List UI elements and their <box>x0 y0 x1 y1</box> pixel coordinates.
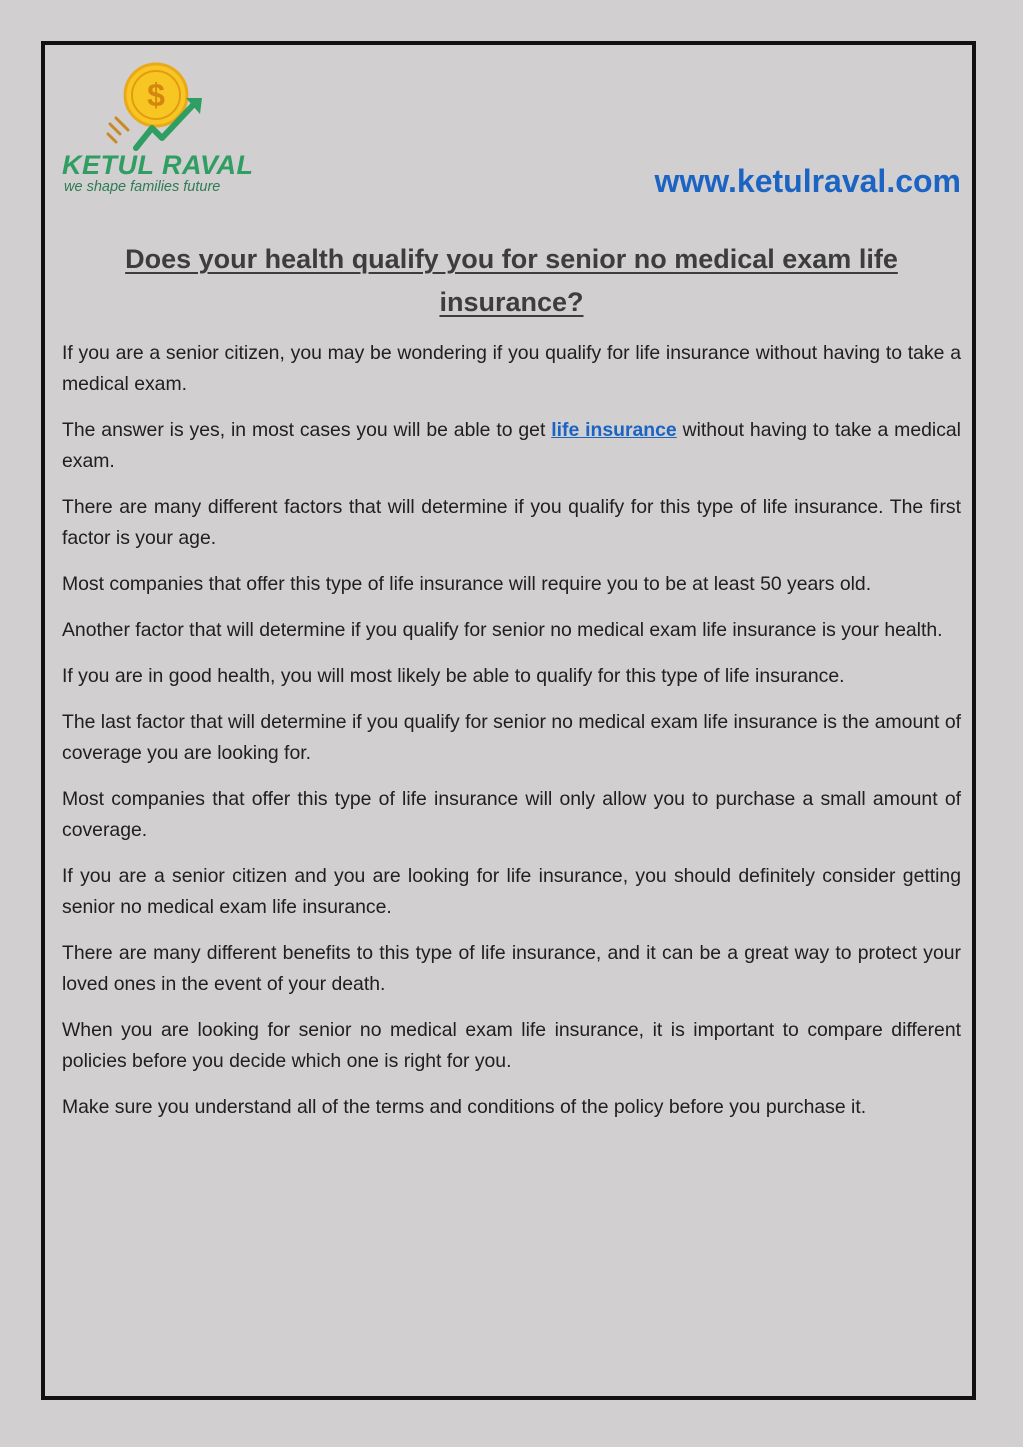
svg-text:$: $ <box>147 77 165 113</box>
paragraph: Most companies that offer this type of life insurance will require you to be at least 50 years old. <box>62 573 872 595</box>
paragraph: The last factor that will determine if you qualify for senior no medical exam life insurance is the amount of coverage you are looking for. <box>62 711 961 764</box>
article-title: Does your health qualify you for senior no medical exam life insurance? <box>125 244 898 317</box>
brand-logo <box>62 62 262 202</box>
paragraph: There are many different benefits to this type of life insurance, and it can be a great way to protect your loved ones in the event of your death. <box>62 942 961 995</box>
paragraph: If you are a senior citizen and you are looking for life insurance, you should definitely consider getting senior no medical exam life insurance. <box>62 865 961 918</box>
brand-tagline: we shape families future <box>64 179 221 195</box>
paragraph: Most companies that offer this type of life insurance will only allow you to purchase a small amount of coverage. <box>62 788 961 841</box>
paragraph: If you are in good health, you will most likely be able to qualify for this type of life insurance. <box>62 665 845 687</box>
paragraph: Make sure you understand all of the terms and conditions of the policy before you purchase it. <box>62 1096 867 1118</box>
paragraph: If you are a senior citizen, you may be wondering if you qualify for life insurance without having to take a medical exam. <box>62 342 961 395</box>
paragraph: There are many different factors that will determine if you qualify for this type of life insurance. The first factor is your age. <box>62 496 961 549</box>
life-insurance-link[interactable]: life insurance <box>551 419 677 441</box>
paragraph: The answer is yes, in most cases you will be able to get life insurance without having to take a medical exam. <box>62 419 961 472</box>
article-body <box>62 338 961 1138</box>
paragraph: When you are looking for senior no medical exam life insurance, it is important to compare different policies before you decide which one is right for you. <box>62 1019 961 1072</box>
dollar-coin-growth-arrow-icon <box>106 62 206 154</box>
brand-name: KETUL RAVAL <box>62 150 254 180</box>
site-url-link[interactable]: www.ketulraval.com <box>654 163 961 199</box>
paragraph: Another factor that will determine if you qualify for senior no medical exam life insurance is your health. <box>62 619 943 641</box>
